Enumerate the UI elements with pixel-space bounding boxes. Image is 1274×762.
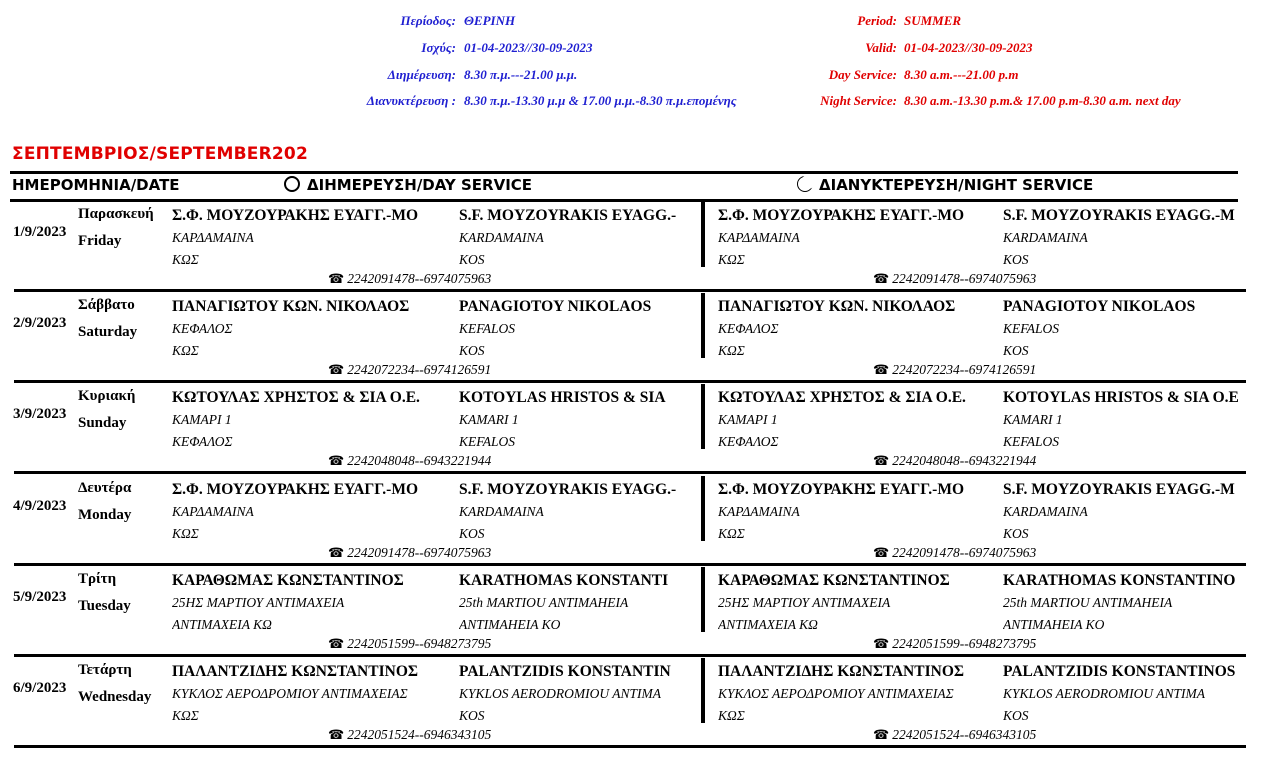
column-divider	[701, 384, 705, 449]
column-divider	[701, 567, 705, 632]
row-date: 5/9/2023	[13, 589, 67, 605]
phone-icon: ☎	[328, 727, 345, 742]
day-pharmacy-name-en: PANAGIOTOY NIKOLAOS	[459, 298, 652, 315]
row-weekday-en: Monday	[78, 507, 132, 523]
table-row	[0, 384, 1274, 476]
night-service-column-label: ΔΙΑΝΥΚΤΕΡΕΥΣΗ/NIGHT SERVICE	[819, 176, 1094, 194]
night-pharmacy-name-gr: ΠΑΝΑΓΙΩΤΟΥ ΚΩΝ. ΝΙΚΟΛΑΟΣ	[718, 298, 956, 315]
night-phone	[873, 636, 1036, 652]
day-address-line1-gr: ΚΑΜΑΡΙ 1	[172, 412, 232, 427]
night-address-line2-gr: ΑΝΤΙΜΑΧΕΙΑ ΚΩ	[718, 617, 818, 632]
row-weekday-en: Tuesday	[78, 598, 131, 614]
row-rule	[14, 654, 1246, 657]
day-address-line1-gr: ΚΥΚΛΟΣ ΑΕΡΟΔΡΟΜΙΟΥ ΑΝΤΙΜΑΧΕΙΑΣ	[172, 686, 408, 701]
table-row	[0, 476, 1274, 568]
night-phone	[873, 727, 1036, 743]
row-date: 1/9/2023	[13, 224, 67, 240]
day-address-line1-en: KARDAMAINA	[459, 504, 544, 519]
row-weekday-en: Sunday	[78, 415, 127, 431]
night-address-line2-gr: ΚΩΣ	[718, 343, 745, 358]
day-address-line2-gr: ΚΩΣ	[172, 526, 199, 541]
night-address-line1-gr: ΚΑΡΔΑΜΑΙΝΑ	[718, 230, 800, 245]
day-phone	[328, 636, 491, 652]
night-address-line2-gr: ΚΩΣ	[718, 526, 745, 541]
row-date: 4/9/2023	[13, 498, 67, 514]
day-address-line1-en: KAMARI 1	[459, 412, 519, 427]
row-rule	[14, 471, 1246, 474]
row-weekday-en: Saturday	[78, 324, 138, 340]
night-address-line1-gr: 25ΗΣ ΜΑΡΤΙΟΥ ΑΝΤΙΜΑΧΕΙΑ	[718, 595, 891, 610]
day-address-line2-en: KOS	[459, 343, 485, 358]
day-pharmacy-name-en: KOTOYLAS HRISTOS & SIA	[459, 389, 666, 406]
period-label-en: Period:	[857, 13, 897, 28]
day-pharmacy-name-en: S.F. MOYZOYRAKIS EYAGG.-	[459, 207, 677, 224]
table-top-rule	[10, 171, 1238, 174]
phone-number: 2242091478--6974075963	[347, 271, 492, 286]
table-row	[0, 293, 1274, 385]
row-weekday-en: Friday	[78, 233, 122, 249]
phone-number: 2242091478--6974075963	[892, 271, 1037, 286]
day-service-label-en: Day Service:	[828, 67, 897, 82]
phone-icon: ☎	[873, 727, 890, 742]
phone-icon: ☎	[328, 453, 345, 468]
day-address-line2-gr: ΚΩΣ	[172, 343, 199, 358]
valid-value-gr: 01-04-2023//30-09-2023	[464, 40, 593, 55]
night-address-line2-gr: ΚΩΣ	[718, 252, 745, 267]
night-address-line2-en: KOS	[1003, 252, 1029, 267]
row-rule	[14, 563, 1246, 566]
table-row	[0, 202, 1274, 294]
day-pharmacy-name-en: KARATHOMAS KONSTANTI	[459, 572, 669, 589]
night-address-line1-gr: ΚΑΜΑΡΙ 1	[718, 412, 778, 427]
phone-number: 2242051524--6946343105	[892, 727, 1037, 742]
day-address-line2-gr: ΚΩΣ	[172, 708, 199, 723]
day-address-line2-gr: ΚΩΣ	[172, 252, 199, 267]
day-service-column-header	[284, 176, 532, 194]
day-address-line1-gr: ΚΑΡΔΑΜΑΙΝΑ	[172, 504, 254, 519]
night-phone	[873, 362, 1036, 378]
day-pharmacy-name-en: PALANTZIDIS KONSTANTIN	[459, 663, 671, 680]
day-phone	[328, 453, 491, 469]
phone-icon: ☎	[873, 271, 890, 286]
column-divider	[701, 293, 705, 358]
day-address-line1-gr: 25ΗΣ ΜΑΡΤΙΟΥ ΑΝΤΙΜΑΧΕΙΑ	[172, 595, 345, 610]
day-address-line2-gr: ΚΕΦΑΛΟΣ	[172, 434, 233, 449]
phone-number: 2242091478--6974075963	[347, 545, 492, 560]
row-weekday-en: Wednesday	[78, 689, 152, 705]
night-address-line1-gr: ΚΕΦΑΛΟΣ	[718, 321, 779, 336]
period-label-gr: Περίοδος:	[400, 13, 456, 28]
phone-icon: ☎	[873, 362, 890, 377]
month-title: ΣΕΠΤΕΜΒΡΙΟΣ/SEPTEMBER202	[12, 144, 308, 164]
phone-icon: ☎	[873, 453, 890, 468]
night-address-line2-gr: ΚΩΣ	[718, 708, 745, 723]
night-pharmacy-name-gr: Σ.Φ. ΜΟΥΖΟΥΡΑΚΗΣ ΕΥΑΓΓ.-ΜΟ	[718, 481, 965, 498]
phone-number: 2242072234--6974126591	[347, 362, 492, 377]
day-phone	[328, 727, 491, 743]
row-rule	[14, 289, 1246, 292]
day-address-line2-en: KOS	[459, 708, 485, 723]
phone-number: 2242048048--6943221944	[347, 453, 492, 468]
row-weekday-gr: Σάββατο	[78, 297, 135, 313]
moon-icon	[797, 176, 811, 192]
day-phone	[328, 545, 491, 561]
row-weekday-gr: Κυριακή	[78, 388, 136, 404]
row-date: 2/9/2023	[13, 315, 67, 331]
night-service-label-gr: Διανυκτέρευση :	[366, 93, 456, 108]
day-address-line2-en: KEFALOS	[459, 434, 516, 449]
day-address-line1-gr: ΚΕΦΑΛΟΣ	[172, 321, 233, 336]
day-phone	[328, 271, 491, 287]
night-pharmacy-name-en: S.F. MOYZOYRAKIS EYAGG.-M	[1003, 207, 1235, 224]
night-phone	[873, 271, 1036, 287]
table-row	[0, 567, 1274, 659]
phone-icon: ☎	[873, 636, 890, 651]
period-value-en: SUMMER	[904, 13, 962, 28]
row-weekday-gr: Παρασκευή	[78, 206, 154, 222]
phone-icon: ☎	[328, 545, 345, 560]
night-service-label-en: Night Service:	[820, 93, 897, 108]
day-address-line1-en: 25th MARTIOU ANTIMAHEIA	[459, 595, 629, 610]
valid-label-en: Valid:	[865, 40, 897, 55]
row-date: 3/9/2023	[13, 406, 67, 422]
day-address-line1-en: KARDAMAINA	[459, 230, 544, 245]
date-column-header: ΗΜΕΡΟΜΗΝΙΑ/DATE	[12, 176, 180, 194]
valid-value-en: 01-04-2023//30-09-2023	[904, 40, 1033, 55]
night-phone	[873, 453, 1036, 469]
night-service-column-header	[797, 176, 1093, 194]
day-address-line1-en: KEFALOS	[459, 321, 516, 336]
day-address-line2-en: ANTIMAHEIA KO	[459, 617, 561, 632]
row-date: 6/9/2023	[13, 680, 67, 696]
night-address-line1-en: KAMARI 1	[1003, 412, 1063, 427]
row-rule	[14, 745, 1246, 748]
day-address-line2-en: KOS	[459, 526, 485, 541]
night-service-value-en: 8.30 a.m.-13.30 p.m.& 17.00 p.m-8.30 a.m. next day	[904, 93, 1181, 108]
day-address-line2-en: KOS	[459, 252, 485, 267]
phone-number: 2242091478--6974075963	[892, 545, 1037, 560]
day-phone	[328, 362, 491, 378]
phone-icon: ☎	[873, 545, 890, 560]
phone-number: 2242051599--6948273795	[892, 636, 1037, 651]
night-service-value-gr: 8.30 π.μ.-13.30 μ.μ & 17.00 μ.μ.-8.30 π.μ.επομένης	[464, 93, 737, 108]
night-address-line1-en: KEFALOS	[1003, 321, 1060, 336]
day-pharmacy-name-gr: ΚΩΤΟΥΛΑΣ ΧΡΗΣΤΟΣ & ΣΙΑ Ο.Ε.	[172, 389, 420, 406]
night-phone	[873, 545, 1036, 561]
day-service-value-en: 8.30 a.m.---21.00 p.m	[904, 67, 1019, 82]
night-pharmacy-name-gr: ΚΩΤΟΥΛΑΣ ΧΡΗΣΤΟΣ & ΣΙΑ Ο.Ε.	[718, 389, 966, 406]
table-row	[0, 658, 1274, 750]
column-divider	[701, 476, 705, 541]
day-pharmacy-name-gr: ΠΑΝΑΓΙΩΤΟΥ ΚΩΝ. ΝΙΚΟΛΑΟΣ	[172, 298, 410, 315]
night-address-line1-gr: ΚΥΚΛΟΣ ΑΕΡΟΔΡΟΜΙΟΥ ΑΝΤΙΜΑΧΕΙΑΣ	[718, 686, 954, 701]
day-service-label-gr: Διημέρευση:	[387, 67, 456, 82]
day-service-value-gr: 8.30 π.μ.---21.00 μ.μ.	[464, 67, 578, 82]
night-pharmacy-name-en: PANAGIOTOY NIKOLAOS	[1003, 298, 1196, 315]
day-pharmacy-name-gr: Σ.Φ. ΜΟΥΖΟΥΡΑΚΗΣ ΕΥΑΓΓ.-ΜΟ	[172, 207, 419, 224]
sun-icon	[284, 176, 300, 192]
night-pharmacy-name-gr: Σ.Φ. ΜΟΥΖΟΥΡΑΚΗΣ ΕΥΑΓΓ.-ΜΟ	[718, 207, 965, 224]
phone-icon: ☎	[328, 271, 345, 286]
night-address-line2-en: KOS	[1003, 526, 1029, 541]
night-address-line1-en: 25th MARTIOU ANTIMAHEIA	[1003, 595, 1173, 610]
row-weekday-gr: Τρίτη	[78, 571, 117, 587]
day-pharmacy-name-gr: ΠΑΛΑΝΤΖΙΔΗΣ ΚΩΝΣΤΑΝΤΙΝΟΣ	[172, 663, 419, 680]
column-divider	[701, 658, 705, 723]
night-address-line2-en: ANTIMAHEIA KO	[1003, 617, 1105, 632]
day-pharmacy-name-en: S.F. MOYZOYRAKIS EYAGG.-	[459, 481, 677, 498]
column-divider	[701, 202, 705, 267]
night-address-line1-en: KYKLOS AERODROMIOU ANTIMA	[1003, 686, 1206, 701]
night-address-line2-gr: ΚΕΦΑΛΟΣ	[718, 434, 779, 449]
night-pharmacy-name-en: KOTOYLAS HRISTOS & SIA O.E	[1003, 389, 1239, 406]
night-pharmacy-name-gr: ΚΑΡΑΘΩΜΑΣ ΚΩΝΣΤΑΝΤΙΝΟΣ	[718, 572, 950, 589]
row-weekday-gr: Τετάρτη	[78, 662, 132, 678]
period-value-gr: ΘΕΡΙΝΗ	[464, 13, 516, 28]
day-pharmacy-name-gr: Σ.Φ. ΜΟΥΖΟΥΡΑΚΗΣ ΕΥΑΓΓ.-ΜΟ	[172, 481, 419, 498]
day-pharmacy-name-gr: ΚΑΡΑΘΩΜΑΣ ΚΩΝΣΤΑΝΤΙΝΟΣ	[172, 572, 404, 589]
night-address-line1-en: KARDAMAINA	[1003, 504, 1088, 519]
phone-icon: ☎	[328, 362, 345, 377]
day-service-column-label: ΔΙΗΜΕΡΕΥΣΗ/DAY SERVICE	[307, 176, 533, 194]
day-address-line2-gr: ΑΝΤΙΜΑΧΕΙΑ ΚΩ	[172, 617, 272, 632]
phone-number: 2242072234--6974126591	[892, 362, 1037, 377]
row-rule	[14, 380, 1246, 383]
night-address-line1-en: KARDAMAINA	[1003, 230, 1088, 245]
day-address-line1-gr: ΚΑΡΔΑΜΑΙΝΑ	[172, 230, 254, 245]
night-pharmacy-name-en: KARATHOMAS KONSTANTINO	[1003, 572, 1236, 589]
night-pharmacy-name-gr: ΠΑΛΑΝΤΖΙΔΗΣ ΚΩΝΣΤΑΝΤΙΝΟΣ	[718, 663, 965, 680]
night-address-line1-gr: ΚΑΡΔΑΜΑΙΝΑ	[718, 504, 800, 519]
night-address-line2-en: KEFALOS	[1003, 434, 1060, 449]
phone-icon: ☎	[328, 636, 345, 651]
valid-label-gr: Ισχύς:	[421, 40, 456, 55]
night-pharmacy-name-en: PALANTZIDIS KONSTANTINOS	[1003, 663, 1236, 680]
phone-number: 2242051524--6946343105	[347, 727, 492, 742]
night-address-line2-en: KOS	[1003, 343, 1029, 358]
night-pharmacy-name-en: S.F. MOYZOYRAKIS EYAGG.-M	[1003, 481, 1235, 498]
phone-number: 2242051599--6948273795	[347, 636, 492, 651]
row-weekday-gr: Δευτέρα	[78, 480, 132, 496]
day-address-line1-en: KYKLOS AERODROMIOU ANTIMA	[459, 686, 662, 701]
phone-number: 2242048048--6943221944	[892, 453, 1037, 468]
night-address-line2-en: KOS	[1003, 708, 1029, 723]
